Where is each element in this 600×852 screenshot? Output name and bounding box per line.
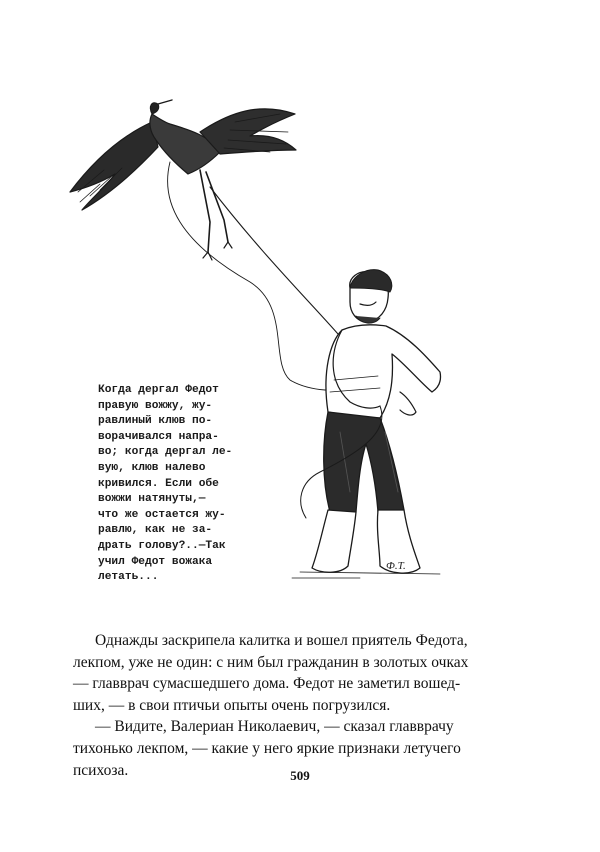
caption-line: вую, клюв налево	[98, 461, 206, 474]
body-line: лекпом, уже не один: с ним был гражданин в золотых очках	[73, 653, 469, 671]
caption-line: вожжи натянуты,—	[98, 493, 206, 506]
artist-signature: Ф.Т.	[386, 560, 406, 572]
man-left-boot	[312, 510, 356, 572]
caption-line: учил Федот вожака	[98, 555, 213, 568]
body-line: психоза.	[73, 761, 129, 779]
caption-line: что же остается жу-	[98, 508, 226, 521]
crane-body	[150, 114, 220, 174]
page-number: 509	[290, 768, 310, 783]
body-line: Однажды заскрипела калитка и вошел приятель Федота,	[95, 632, 468, 649]
caption-line: равлиный клюв по-	[98, 415, 213, 428]
caption-line: правую вожжу, жу-	[98, 399, 213, 412]
illustration-caption	[98, 383, 246, 586]
caption-line: равлю, как не за-	[98, 524, 213, 537]
body-line: — Видите, Валериан Николаевич, — сказал главврачу	[95, 718, 454, 736]
caption-line: драть голову?..—Так	[98, 539, 226, 552]
crane-left-wing	[70, 122, 158, 210]
body-line: тихонько лекпом, — какие у него яркие признаки летучего	[73, 739, 461, 757]
caption-line: летать...	[98, 571, 159, 584]
man-shirt	[326, 325, 441, 418]
body-line: — главврач сумасшедшего дома. Федот не заметил вошед-	[73, 675, 461, 693]
caption-line: кривился. Если обе	[98, 477, 219, 490]
body-line: ших, — в свои птичьи опыты очень погрузился.	[73, 696, 391, 714]
caption-line: Когда дергал Федот	[98, 384, 219, 396]
kite-string	[210, 187, 338, 334]
caption-line: во; когда дергал ле-	[98, 446, 233, 459]
body-text	[73, 630, 473, 781]
caption-line: ворачивался напра-	[98, 430, 219, 443]
